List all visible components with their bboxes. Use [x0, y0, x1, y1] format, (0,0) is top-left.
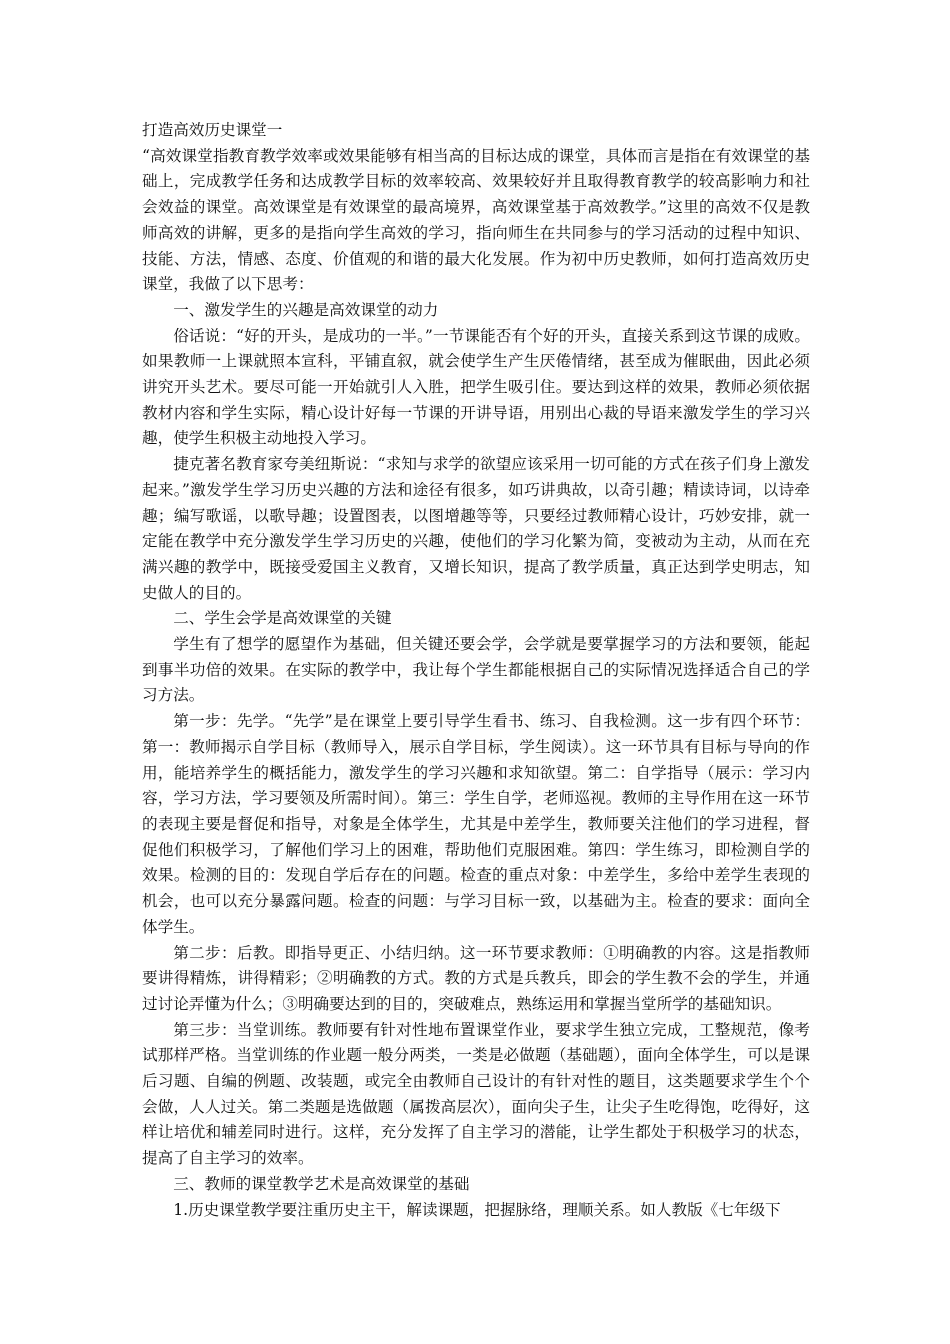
section-heading-3: 三、教师的课堂教学艺术是高效课堂的基础 [173, 1174, 470, 1193]
body-paragraph: 第三步：当堂训练。教师要有针对性地布置课堂作业，要求学生独立完成，工整规范，像考试那样严格。当堂训练的作业题一般分两类，一类是必做题（基础题），面向全体学生，可以是课后习题、自编的例题、改装题，或完全由教师自己设计的有针对性的题目，这类题要求学生个个会做，人人过关。第二类题是选做题（属拨高层次），面向尖子生，让尖子生吃得饱，吃得好，这样让培优和辅差同时进行。这样，充分发挥了自主学习的潜能，让学生都处于积极学习的状态，提高了自主学习的效率。 [142, 1020, 810, 1168]
body-paragraph: 1.历史课堂教学要注重历史主干，解读课题，把握脉络，理顺关系。如人教版《七年级下 [173, 1200, 781, 1219]
body-paragraph: 学生有了想学的愿望作为基础，但关键还要会学，会学就是要掌握学习的方法和要领，能起到事半功倍的效果。在实际的教学中，我让每个学生都能根据自己的实际情况选择适合自己的学习方法。 [142, 635, 810, 705]
intro-paragraph: “高效课堂指教育教学效率或效果能够有相当高的目标达成的课堂，具体而言是指在有效课堂的基础上，完成教学任务和达成教学目标的效率较高、效果较好并且取得教育教学的较高影响力和社会效益的课堂。高效课堂是有效课堂的最高境界，高效课堂基于高效教学。”这里的高效不仅是教师高效的讲解，更多的是指向学生高效的学习，指向师生在共同参与的学习活动的过程中知识、技能、方法，情感、态度、价值观的和谐的最大化发展。作为初中历史教师，如何打造高效历史课堂，我做了以下思考： [142, 146, 810, 294]
body-paragraph: 第一步：先学。“先学”是在课堂上要引导学生看书、练习、自我检测。这一步有四个环节：第一：教师揭示自学目标（教师导入，展示自学目标，学生阅读）。这一环节具有目标与导向的作用，能培养学生的概括能力，激发学生的学习兴趣和求知欲望。第二：自学指导（展示：学习内容，学习方法，学习要领及所需时间）。第三：学生自学，老师巡视。教师的主导作用在这一环节的表现主要是督促和指导，对象是全体学生，尤其是中差学生，教师要关注他们的学习进程，督促他们积极学习，了解他们学习上的困难，帮助他们克服困难。第四：学生练习，即检测自学的效果。检测的目的：发现自学后存在的问题。检查的重点对象：中差学生，多给中差学生表现的机会，也可以充分暴露问题。检查的问题：与学习目标一致，以基础为主。检查的要求：面向全体学生。 [142, 712, 810, 936]
body-paragraph: 第二步：后教。即指导更正、小结归纳。这一环节要求教师：①明确教的内容。这是指教师要讲得精炼，讲得精彩；②明确教的方式。教的方式是兵教兵，即会的学生教不会的学生，并通过讨论弄懂为什么；③明确要达到的目的，突破难点，熟练运用和掌握当堂所学的基础知识。 [142, 943, 810, 1013]
document-page [142, 118, 810, 1223]
section-heading-1: 一、激发学生的兴趣是高效课堂的动力 [173, 300, 439, 319]
body-paragraph: 捷克著名教育家夸美纽斯说：“求知与求学的欲望应该采用一切可能的方式在孩子们身上激发起来。”激发学生学习历史兴趣的方法和途径有很多，如巧讲典故，以奇引趣；精读诗词，以诗牵趣；编写歌谣，以歌导趣；设置图表，以图增趣等等，只要经过教师精心设计，巧妙安排，就一定能在教学中充分激发学生学习历史的兴趣，使他们的学习化繁为简，变被动为主动，从而在充满兴趣的教学中，既接受爱国主义教育，又增长知识，提高了教学质量，真正达到学史明志，知史做人的目的。 [142, 455, 810, 602]
section-heading-2: 二、学生会学是高效课堂的关键 [173, 609, 392, 628]
body-paragraph: 俗话说：“好的开头，是成功的一半。”一节课能否有个好的开头，直接关系到这节课的成败。如果教师一上课就照本宣科，平铺直叙，就会使学生产生厌倦情绪，甚至成为催眠曲，因此必须讲究开头艺术。要尽可能一开始就引人入胜，把学生吸引住。要达到这样的效果，教师必须依据教材内容和学生实际，精心设计好每一节课的开讲导语，用别出心裁的导语来激发学生的学习兴趣，使学生积极主动地投入学习。 [142, 326, 810, 448]
document-title: 打造高效历史课堂一 [142, 121, 283, 139]
